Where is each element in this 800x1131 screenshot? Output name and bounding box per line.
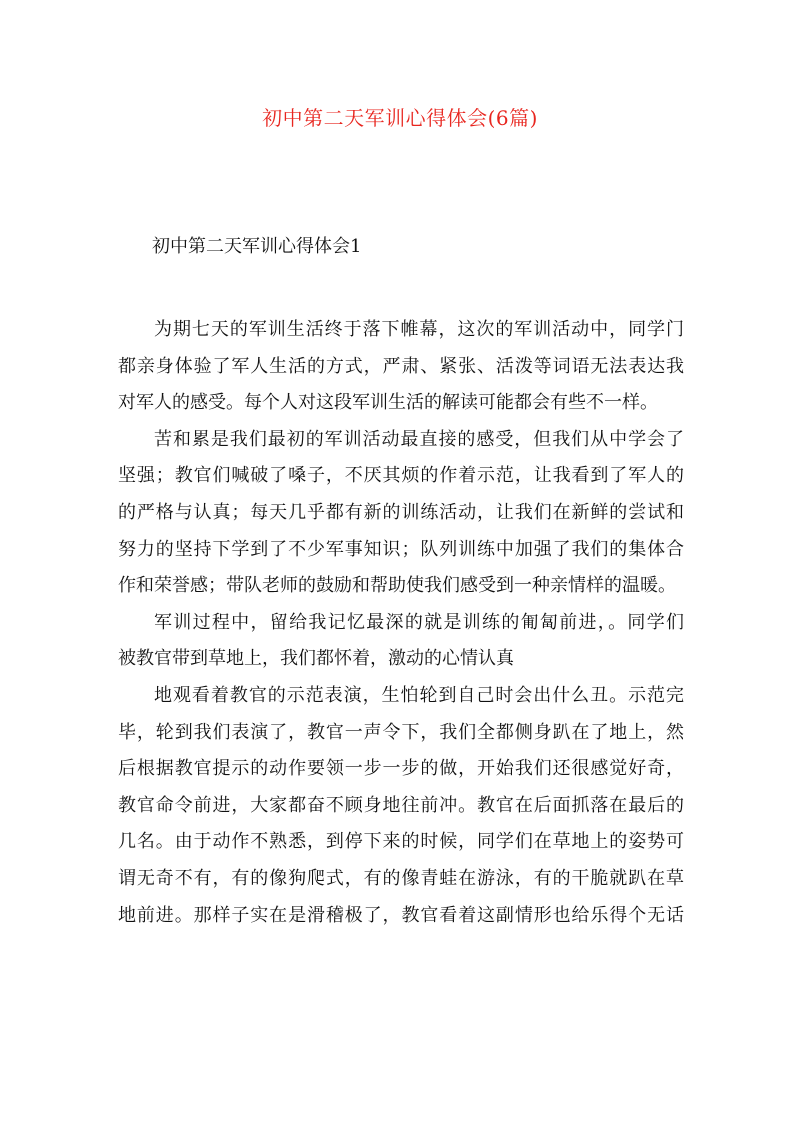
text-line: 坚强；教官们喊破了嗓子，不厌其烦的作着示范，让我看到了军人的 <box>118 465 684 487</box>
text-line: 被教官带到草地上，我们都怀着，激动的心情认真 <box>118 648 514 670</box>
text-line: 的严格与认真；每天几乎都有新的训练活动，让我们在新鲜的尝试和 <box>118 501 684 523</box>
section-heading: 初中第二天军训心得体会1 <box>152 236 362 257</box>
text-line: 教官命令前进，大家都奋不顾身地往前冲。教官在后面抓落在最后的 <box>118 794 684 816</box>
text-line: 军训过程中，留给我记忆最深的就是训练的匍匐前进，。同学们 <box>154 611 684 633</box>
text-line: 努力的坚持下学到了不少军事知识；队列训练中加强了我们的集体合 <box>118 538 684 560</box>
paragraph <box>118 678 684 934</box>
text-line: 对军人的感受。每个人对这段军训生活的解读可能都会有些不一样。 <box>118 392 658 414</box>
paragraph <box>118 312 684 422</box>
paragraph <box>118 422 684 605</box>
document-body <box>118 312 684 934</box>
paragraph <box>118 605 684 678</box>
text-line: 苦和累是我们最初的军训活动最直接的感受，但我们从中学会了 <box>154 428 684 450</box>
text-line: 都亲身体验了军人生活的方式，严肃、紧张、活泼等词语无法表达我 <box>118 355 684 377</box>
text-line: 毕，轮到我们表演了，教官一声令下，我们全都侧身趴在了地上，然 <box>118 721 684 743</box>
text-line: 几名。由于动作不熟悉，到停下来的时候，同学们在草地上的姿势可 <box>118 831 684 853</box>
text-line: 为期七天的军训生活终于落下帷幕，这次的军训活动中，同学门 <box>154 319 684 340</box>
document-title: 初中第二天军训心得体会(6篇) <box>262 106 538 130</box>
text-line: 地前进。那样子实在是滑稽极了，教官看着这副情形也给乐得个无话 <box>118 904 684 926</box>
text-line: 谓无奇不有，有的像狗爬式，有的像青蛙在游泳，有的干脆就趴在草 <box>118 867 684 889</box>
text-line: 作和荣誉感；带队老师的鼓励和帮助使我们感受到一种亲情样的温暖。 <box>118 575 676 597</box>
text-line: 后根据教官提示的动作要领一步一步的做，开始我们还很感觉好奇， <box>118 758 684 780</box>
text-line: 地观看着教官的示范表演，生怕轮到自己时会出什么丑。示范完 <box>154 684 684 706</box>
